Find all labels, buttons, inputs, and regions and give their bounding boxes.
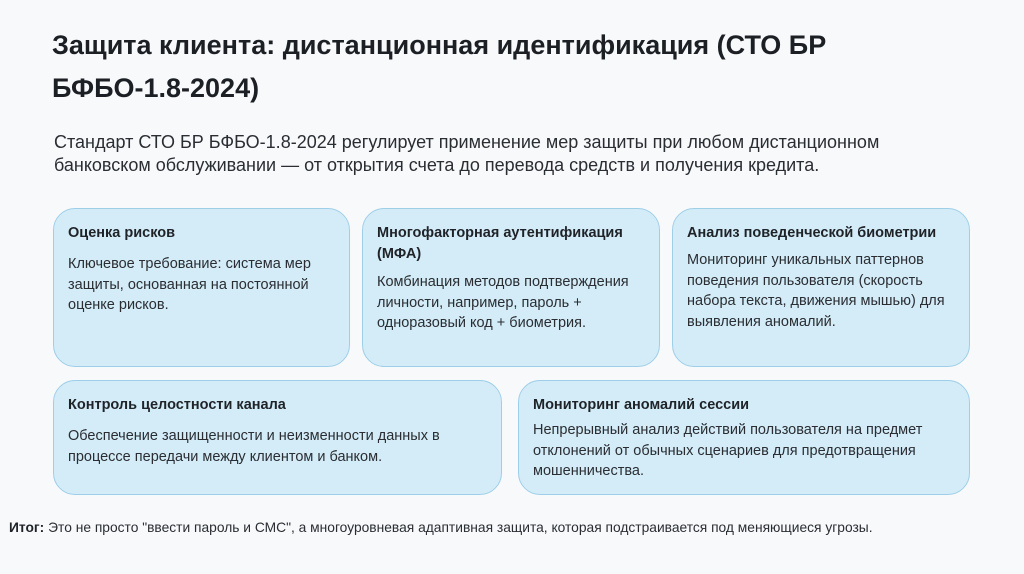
card-body: Обеспечение защищенности и неизменности данных в процессе передачи между клиентом и банком. <box>68 428 440 465</box>
card-heading: Многофакторная аутентификация (МФА) <box>377 225 623 262</box>
card-heading: Мониторинг аномалий сессии <box>533 397 750 413</box>
summary-text: Это не просто "ввести пароль и СМС", а многоуровневая адаптивная защита, которая подстраивается под меняющиеся угрозы. <box>48 520 873 535</box>
summary-line <box>9 518 1019 538</box>
card-mfa <box>362 208 660 367</box>
card-heading: Анализ поведенческой биометрии <box>687 225 937 241</box>
card-body: Мониторинг уникальных паттернов поведения пользователя (скорость набора текста, движения мышью) для выявления аномалий. <box>687 252 945 330</box>
page-title: Защита клиента: дистанционная идентификация (СТО БР БФБО-1.8-2024) <box>52 30 827 103</box>
card-heading: Оценка рисков <box>68 225 176 241</box>
intro-paragraph: Стандарт СТО БР БФБО-1.8-2024 регулирует применение мер защиты при любом дистанционном банковском обслуживании — от открытия счета до перевода средств и получения кредита. <box>54 132 880 175</box>
card-body: Непрерывный анализ действий пользователя на предмет отклонений от обычных сценариев для предотвращения мошенничества. <box>533 422 923 479</box>
card-heading: Контроль целостности канала <box>68 397 286 413</box>
card-risk-assessment <box>53 208 350 367</box>
summary-label: Итог: <box>9 520 45 535</box>
card-channel-integrity <box>53 380 502 495</box>
card-body: Комбинация методов подтверждения личности, например, пароль + одноразовый код + биометрия. <box>377 274 629 331</box>
card-behavioral-biometrics <box>672 208 970 367</box>
card-session-anomalies <box>518 380 970 495</box>
card-body: Ключевое требование: система мер защиты, основанная на постоянной оценке рисков. <box>68 256 311 313</box>
